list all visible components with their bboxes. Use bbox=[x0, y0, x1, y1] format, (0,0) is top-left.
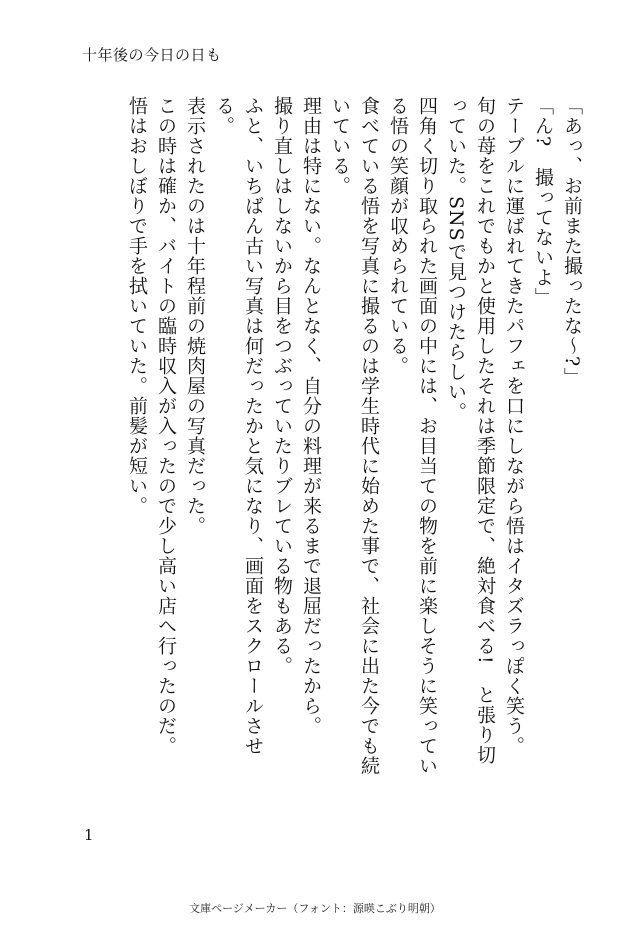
paragraph: この時は確か、バイトの臨時収入が入ったので少し高い店へ行ったのだ。 bbox=[155, 96, 177, 756]
vertical-text-body bbox=[122, 96, 586, 776]
paragraph: 「ん? 撮ってないよ」 bbox=[532, 96, 554, 308]
paragraph: 食べている悟を写真に撮るのは学生時代に始めた事で、社会に出た今でも続いている。 bbox=[329, 96, 380, 776]
paragraph: 撮り直しはしないから目をつぶっていたりブレている物もある。 bbox=[271, 96, 293, 676]
paragraph: ふと、いちばん古い写真は何だったかと気になり、画面をスクロールさせる。 bbox=[213, 96, 264, 756]
footer-credit: 文庫ページメーカー（フォント：源暎こぶり明朝） bbox=[189, 902, 441, 915]
page-title: 十年後の今日の日も bbox=[82, 46, 222, 64]
paragraph: 表示されたのは十年程前の焼肉屋の写真だった。 bbox=[184, 96, 206, 536]
paragraph: 「あっ、お前また撮ったな〜?」 bbox=[561, 96, 583, 388]
paragraph: 理由は特にない。なんとなく、自分の料理が来るまで退屈だったから。 bbox=[300, 96, 322, 736]
page-number: 1 bbox=[84, 826, 94, 844]
paragraph: 四角く切り取られた画面の中には、お目当ての物を前に楽しそうに笑っている悟の笑顔が収められている。 bbox=[387, 96, 438, 776]
paragraph: 悟はおしぼりで手を拭いていた。前髪が短い。 bbox=[126, 96, 148, 516]
paragraph: テーブルに運ばれてきたパフェを口にしながら悟はイタズラっぽく笑う。 bbox=[503, 96, 525, 756]
paragraph: 旬の苺をこれでもかと使用したそれは季節限定で、絶対食べる! と張り切っていた。SNSで見つけたらしい。 bbox=[445, 96, 496, 765]
